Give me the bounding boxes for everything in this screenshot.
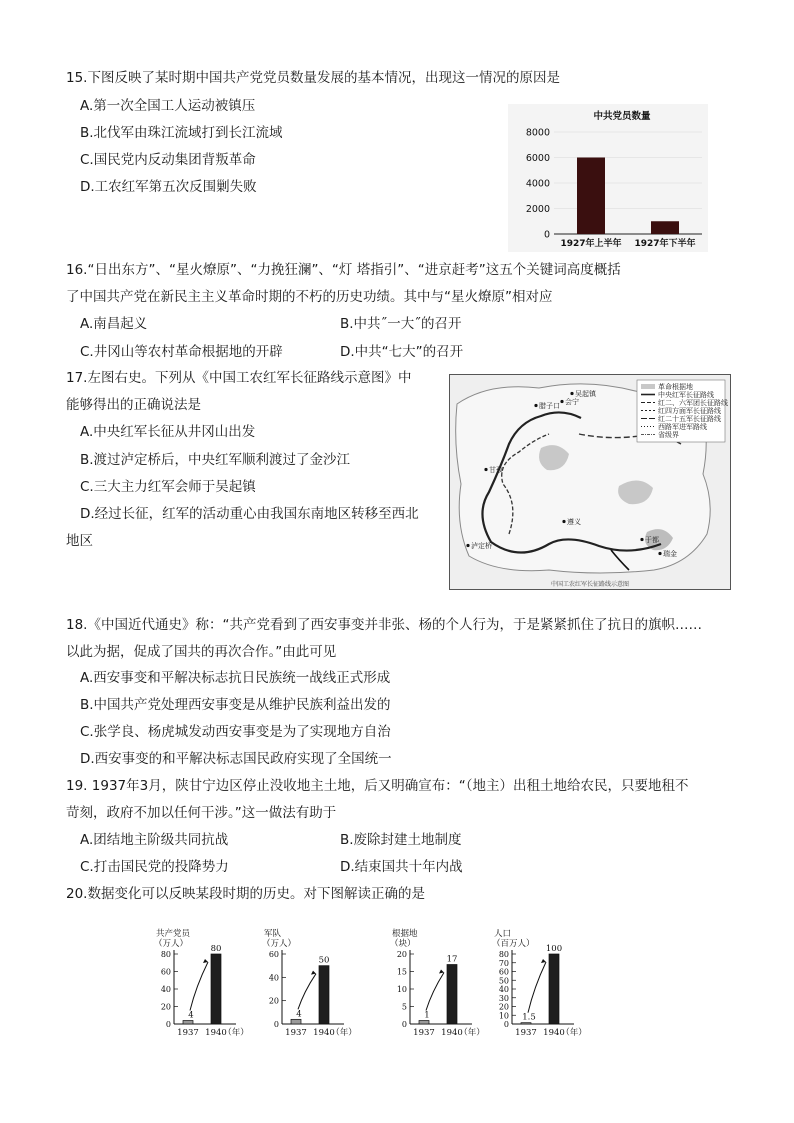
- data-label: 100: [545, 944, 563, 954]
- x-tick-label: 1940: [313, 1028, 335, 1038]
- place-marker: [570, 392, 573, 395]
- y-tick-label: 40: [498, 985, 509, 994]
- q20-bar-charts: [148, 918, 588, 1046]
- x-tick-label: 1927年下半年: [634, 239, 696, 249]
- place-label: 腊子口: [539, 402, 560, 410]
- place-marker: [562, 520, 565, 523]
- q19-stem-line1: 19. 1937年3月，陕甘宁边区停止没收地主土地，后又明确宣布：“（地主）出租土地给农民，只要地租不: [66, 778, 689, 794]
- chart-title: 中共党员数量: [593, 111, 651, 122]
- x-unit-label: （年）: [459, 1028, 485, 1038]
- bar: [651, 221, 679, 234]
- ylabel-unit: （百万人）: [492, 939, 535, 949]
- y-tick-label: 15: [396, 967, 407, 977]
- data-label: 4: [296, 1009, 302, 1020]
- ylabel-unit: （块）: [390, 939, 416, 949]
- y-tick-label: 70: [498, 958, 509, 968]
- y-tick-label: 2000: [525, 204, 550, 215]
- legend-label: 中央红军长征路线: [658, 391, 714, 399]
- bar: [419, 1021, 429, 1025]
- bar: [319, 966, 329, 1024]
- q17-stem-line2: 能够得出的正确说法是: [66, 397, 201, 413]
- y-tick-label: 60: [268, 950, 279, 959]
- ylabel-unit: （万人）: [262, 939, 297, 949]
- data-label: 4: [188, 1010, 194, 1021]
- place-label: 遵义: [567, 518, 581, 526]
- bar: [211, 954, 221, 1024]
- y-tick-label: 0: [543, 229, 550, 241]
- y-tick-label: 20: [160, 1002, 171, 1012]
- legend-label: 革命根据地: [658, 383, 693, 391]
- place-label: 瑞金: [663, 550, 677, 558]
- y-tick-label: 40: [160, 985, 171, 994]
- y-tick-label: 80: [498, 950, 509, 959]
- y-tick-label: 10: [396, 985, 407, 994]
- q19-option-c[interactable]: C.打击国民党的投降势力: [80, 859, 229, 875]
- q15-option-b[interactable]: B.北伐军由珠江流域打到长江流域: [80, 125, 283, 141]
- x-unit-label: （年）: [223, 1028, 249, 1038]
- legend-label: 省级界: [658, 431, 679, 439]
- x-tick-label: 1937: [285, 1028, 307, 1038]
- x-tick-label: 1940: [441, 1028, 463, 1038]
- data-label: 1: [424, 1010, 430, 1021]
- map-caption: 中国工农红军长征路线示意图: [550, 581, 630, 588]
- q16-option-a[interactable]: A.南昌起义: [80, 316, 148, 332]
- q18-stem-line1: 18.《中国近代通史》称：“共产党看到了西安事变并非张、杨的个人行为，于是紧紧抓住了抗日的旗帜……: [66, 617, 702, 633]
- data-label: 1.5: [522, 1012, 536, 1023]
- data-label: 50: [318, 955, 330, 966]
- x-tick-label: 1937: [413, 1028, 435, 1038]
- y-tick-label: 0: [401, 1020, 407, 1029]
- bar: [577, 158, 605, 235]
- q18-option-a[interactable]: A.西安事变和平解决标志抗日民族统一战线正式形成: [80, 670, 391, 686]
- ylabel-title: 人口: [494, 929, 512, 939]
- growth-arrow: [190, 962, 208, 1011]
- place-label: 会宁: [565, 398, 579, 406]
- y-tick-label: 20: [396, 950, 407, 959]
- bar: [521, 1023, 531, 1024]
- y-tick-label: 6000: [525, 153, 550, 164]
- legend-label: 红二十五军长征路线: [658, 415, 721, 423]
- x-tick-label: 1937: [515, 1028, 537, 1038]
- ylabel-unit: （万人）: [154, 939, 189, 949]
- y-tick-label: 5: [401, 1002, 407, 1012]
- ylabel-title: 共产党员: [156, 929, 191, 939]
- q18-option-b[interactable]: B.中国共产党处理西安事变是从维护民族利益出发的: [80, 697, 391, 713]
- x-unit-label: （年）: [331, 1028, 357, 1038]
- bar: [549, 954, 559, 1024]
- place-marker: [658, 552, 661, 555]
- data-label: 80: [210, 944, 222, 954]
- place-label: 泸定桥: [471, 542, 492, 550]
- q15-option-d[interactable]: D.工农红军第五次反围剿失败: [80, 179, 257, 195]
- q19-option-b[interactable]: B.废除封建土地制度: [340, 832, 462, 848]
- x-tick-label: 1940: [205, 1028, 227, 1038]
- growth-arrow: [426, 973, 444, 1011]
- bar: [447, 965, 457, 1025]
- y-tick-label: 40: [268, 973, 279, 983]
- bar: [183, 1021, 193, 1025]
- q15-bar-chart: [508, 104, 708, 252]
- q17-option-c[interactable]: C.三大主力红军会师于吴起镇: [80, 479, 256, 495]
- y-tick-label: 0: [165, 1020, 171, 1029]
- q16-stem-line1: 16.“日出东方”、“星火燎原”、“力挽狂澜”、“灯 塔指引”、“进京赶考”这五个关键词高度概括: [66, 262, 621, 278]
- q18-option-d[interactable]: D.西安事变的和平解决标志国民政府实现了全国统一: [80, 751, 392, 767]
- y-tick-label: 4000: [525, 178, 550, 190]
- q17-stem-line1: 17.左图右史。下列从《中国工农红军长征路线示意图》中: [66, 370, 412, 386]
- long-march-route-map: [449, 374, 731, 590]
- q18-option-c[interactable]: C.张学良、杨虎城发动西安事变是为了实现地方自治: [80, 724, 391, 740]
- place-marker: [466, 544, 469, 547]
- growth-arrow: [298, 974, 316, 1010]
- place-marker: [640, 538, 643, 541]
- q17-option-d[interactable]: D.经过长征，红军的活动重心由我国东南地区转移至西北: [80, 506, 419, 522]
- y-tick-label: 0: [503, 1020, 509, 1029]
- y-tick-label: 30: [498, 993, 509, 1003]
- y-tick-label: 20: [498, 1002, 509, 1012]
- place-marker: [484, 468, 487, 471]
- q17-option-a[interactable]: A.中央红军长征从井冈山出发: [80, 424, 256, 440]
- legend-label: 西路军进军路线: [658, 423, 707, 431]
- q16-option-d[interactable]: D.中共“七大”的召开: [340, 344, 464, 360]
- x-tick-label: 1940: [543, 1028, 565, 1038]
- q20-stem: 20.数据变化可以反映某段时期的历史。对下图解读正确的是: [66, 886, 425, 902]
- legend-label: 红四方面军长征路线: [658, 407, 721, 415]
- x-tick-label: 1937: [177, 1028, 199, 1038]
- q16-option-c[interactable]: C.井冈山等农村革命根据地的开辟: [80, 344, 283, 360]
- q19-option-a[interactable]: A.团结地主阶级共同抗战: [80, 832, 229, 848]
- data-label: 17: [446, 954, 458, 965]
- place-label: 于都: [645, 536, 659, 544]
- place-marker: [560, 400, 563, 403]
- y-tick-label: 60: [160, 967, 171, 977]
- q15-option-c[interactable]: C.国民党内反动集团背叛革命: [80, 152, 256, 168]
- bar: [291, 1019, 301, 1024]
- q17-option-b[interactable]: B.渡过泸定桥后，中央红军顺利渡过了金沙江: [80, 452, 351, 468]
- q16-stem-line2: 了中国共产党在新民主主义革命时期的不朽的历史功绩。其中与“星火燎原”相对应: [66, 289, 553, 305]
- q15-stem: 15.下图反映了某时期中国共产党党员数量发展的基本情况，出现这一情况的原因是: [66, 70, 560, 86]
- legend-swatch: [641, 384, 655, 389]
- place-label: 甘孜: [489, 466, 503, 474]
- q17-option-d-continued: 地区: [66, 533, 93, 549]
- y-tick-label: 20: [268, 996, 279, 1006]
- q15-option-a[interactable]: A.第一次全国工人运动被镇压: [80, 98, 256, 114]
- x-tick-label: 1927年上半年: [560, 239, 622, 249]
- x-unit-label: （年）: [561, 1028, 587, 1038]
- y-tick-label: 50: [498, 976, 509, 986]
- place-label: 吴起镇: [575, 390, 596, 398]
- q19-stem-line2: 苛刻，政府不加以任何干涉。”这一做法有助于: [66, 805, 337, 821]
- y-tick-label: 60: [498, 967, 509, 977]
- legend-label: 红二、六军团长征路线: [658, 399, 728, 407]
- y-tick-label: 8000: [525, 127, 550, 139]
- q19-option-d[interactable]: D.结束国共十年内战: [340, 859, 463, 875]
- place-marker: [534, 404, 537, 407]
- growth-arrow: [528, 962, 546, 1013]
- y-tick-label: 80: [160, 950, 171, 959]
- ylabel-title: 根据地: [392, 929, 418, 939]
- arrow-head: [541, 959, 546, 963]
- y-tick-label: 0: [273, 1020, 279, 1029]
- q16-option-b[interactable]: B.中共˝一大˝的召开: [340, 316, 462, 332]
- ylabel-title: 军队: [264, 929, 282, 939]
- y-tick-label: 10: [498, 1011, 509, 1021]
- q18-stem-line2: 以此为据，促成了国共的再次合作。”由此可见: [66, 644, 337, 660]
